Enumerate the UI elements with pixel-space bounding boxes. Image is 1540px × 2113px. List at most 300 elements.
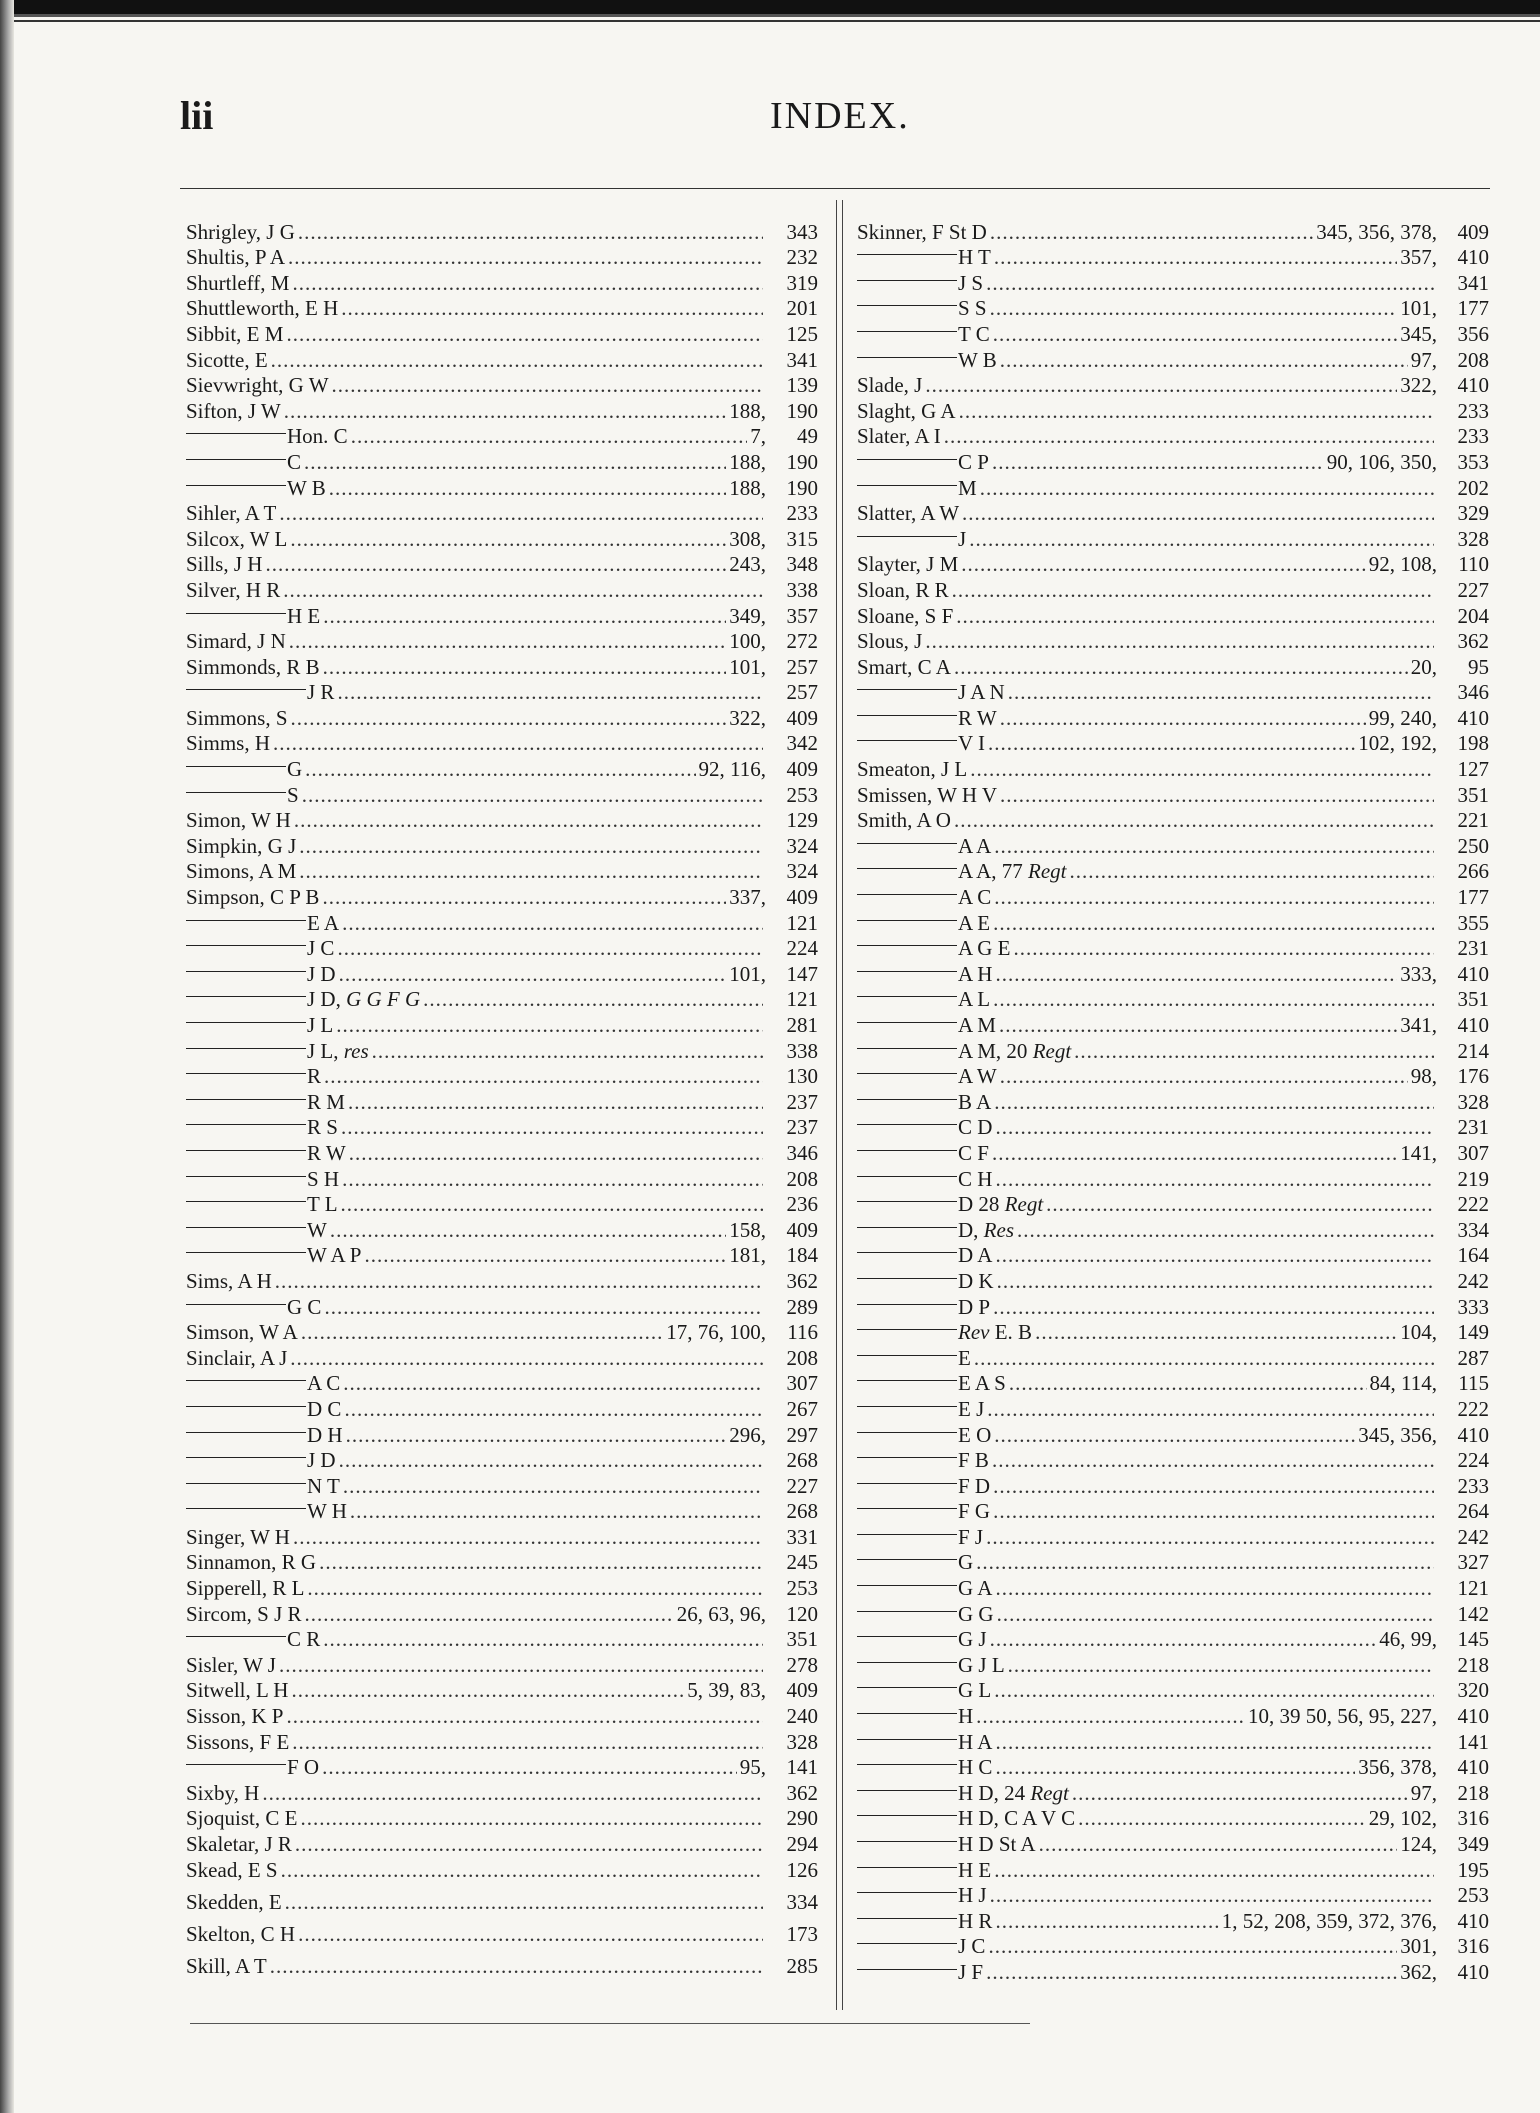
final-page-number: 250 xyxy=(1457,833,1489,858)
page-references: 20, xyxy=(1410,654,1437,679)
entry-name xyxy=(186,296,338,320)
initials-text: R M xyxy=(307,1089,345,1114)
final-page-number: 121 xyxy=(786,910,818,935)
leader-dots xyxy=(336,1013,763,1037)
page-references: 101, xyxy=(729,654,766,679)
italic-qualifier: Regt xyxy=(1004,1192,1044,1217)
initials-text: Hon. C xyxy=(287,424,348,449)
final-page-number: 272 xyxy=(786,629,818,654)
leader-dots xyxy=(944,424,1434,448)
leader-dots xyxy=(341,296,763,320)
entry-name xyxy=(857,578,949,602)
page-references: 333, xyxy=(1400,961,1437,986)
column-divider xyxy=(836,200,837,2010)
final-page-number: 348 xyxy=(786,552,818,577)
entry-name xyxy=(186,1806,297,1830)
index-entry xyxy=(857,1344,1489,1370)
entry-name xyxy=(857,1346,971,1370)
final-page-number: 362 xyxy=(1457,629,1489,654)
entry-name xyxy=(857,322,990,346)
leader-dots xyxy=(298,220,763,244)
page-references: 97, xyxy=(1410,1780,1437,1805)
leader-dots xyxy=(305,757,695,781)
ditto-dash xyxy=(857,1176,957,1177)
leader-dots xyxy=(980,476,1434,500)
entry-name xyxy=(186,1781,259,1805)
final-page-number: 177 xyxy=(1457,885,1489,910)
surname-text: Simms, H xyxy=(186,731,271,756)
entry-name xyxy=(186,552,262,576)
surname-text: Sills, J H xyxy=(186,552,263,577)
initials-text: E O xyxy=(958,1422,992,1447)
index-entry xyxy=(857,1754,1489,1780)
entry-name xyxy=(186,476,326,500)
ditto-dash xyxy=(186,1150,306,1151)
page-references: 181, xyxy=(729,1243,766,1268)
entry-name xyxy=(857,1013,996,1037)
index-entry xyxy=(857,1011,1489,1037)
entry-name xyxy=(857,399,956,423)
ditto-dash xyxy=(186,1252,306,1253)
surname-text: Smith, A O xyxy=(857,808,951,833)
index-entry xyxy=(857,986,1489,1012)
final-page-number: 219 xyxy=(1457,1166,1489,1191)
ditto-dash xyxy=(857,1150,957,1151)
final-page-number: 221 xyxy=(1457,808,1489,833)
ditto-dash xyxy=(857,459,957,460)
index-entry xyxy=(186,1728,818,1754)
index-entry xyxy=(857,1523,1489,1549)
page-references: 158, xyxy=(729,1217,766,1242)
page-references: 322, xyxy=(1400,373,1437,398)
surname-text: Sitwell, L H xyxy=(186,1678,289,1703)
initials-text: C F xyxy=(958,1140,989,1165)
index-entry xyxy=(186,295,818,321)
leader-dots xyxy=(341,1115,763,1139)
entry-name xyxy=(857,783,997,807)
initials-text: H C xyxy=(958,1755,993,1780)
final-page-number: 208 xyxy=(786,1166,818,1191)
index-entry xyxy=(186,244,818,270)
leader-dots xyxy=(954,655,1408,679)
page-references: 90, 106, 350, xyxy=(1326,449,1437,474)
leader-dots xyxy=(294,808,763,832)
ditto-dash xyxy=(857,1432,957,1433)
ditto-dash xyxy=(186,792,286,793)
entry-name xyxy=(186,1474,340,1498)
initials-text: S S xyxy=(958,296,987,321)
surname-text: Sixby, H xyxy=(186,1780,260,1805)
leader-dots xyxy=(304,450,726,474)
leader-dots xyxy=(323,1627,763,1651)
ditto-dash xyxy=(857,1559,957,1560)
index-entry xyxy=(857,1805,1489,1831)
leader-dots xyxy=(343,1371,763,1395)
ditto-dash xyxy=(857,1508,957,1509)
entry-name xyxy=(857,1550,973,1574)
initials-text: D K xyxy=(958,1268,994,1293)
entry-name xyxy=(186,987,420,1011)
entry-name xyxy=(186,348,268,372)
entry-name xyxy=(186,1922,295,1946)
final-page-number: 315 xyxy=(786,526,818,551)
entry-name xyxy=(857,1960,983,1984)
leader-dots xyxy=(323,655,727,679)
page-references: 26, 63, 96, xyxy=(676,1601,766,1626)
ditto-dash xyxy=(186,1457,306,1458)
final-page-number: 278 xyxy=(786,1652,818,1677)
index-entry xyxy=(857,653,1489,679)
index-entry xyxy=(186,474,818,500)
index-entry xyxy=(857,1882,1489,1908)
index-entry xyxy=(186,1395,818,1421)
final-page-number: 202 xyxy=(1457,475,1489,500)
initials-text: J C xyxy=(958,1934,986,1959)
initials-text: W B xyxy=(287,475,326,500)
leader-dots xyxy=(990,296,1398,320)
ditto-dash xyxy=(857,1713,957,1714)
ditto-dash xyxy=(857,1380,957,1381)
leader-dots xyxy=(1000,348,1408,372)
final-page-number: 195 xyxy=(1457,1857,1489,1882)
final-page-number: 204 xyxy=(1457,603,1489,628)
entry-name xyxy=(857,1371,1006,1395)
leader-dots xyxy=(329,476,727,500)
index-entry xyxy=(186,1242,818,1268)
entry-name xyxy=(857,859,1067,883)
entry-name xyxy=(857,1576,992,1600)
final-page-number: 410 xyxy=(1457,1422,1489,1447)
entry-name xyxy=(857,1295,990,1319)
ditto-dash xyxy=(857,1687,957,1688)
entry-name xyxy=(186,527,287,551)
initials-text: M xyxy=(958,475,977,500)
surname-text: Simpson, C P B xyxy=(186,885,320,910)
entry-name xyxy=(186,1653,276,1677)
index-entry xyxy=(186,935,818,961)
entry-name xyxy=(186,1832,292,1856)
ditto-dash xyxy=(857,1099,957,1100)
final-page-number: 224 xyxy=(1457,1448,1489,1473)
bottom-rule xyxy=(190,2023,1030,2024)
entry-name xyxy=(186,450,301,474)
entry-name xyxy=(857,936,1011,960)
leader-dots xyxy=(976,1550,1434,1574)
surname-text: Slatter, A W xyxy=(857,501,960,526)
index-entry xyxy=(186,576,818,602)
leader-dots xyxy=(364,1243,726,1267)
ditto-dash xyxy=(857,1841,957,1842)
entry-name xyxy=(186,936,334,960)
entry-name xyxy=(857,450,989,474)
initials-text: A M xyxy=(958,1013,996,1037)
surname-text: Sievwright, G W xyxy=(186,373,329,398)
leader-dots xyxy=(925,629,1434,653)
index-entry xyxy=(186,1063,818,1089)
index-entry xyxy=(186,679,818,705)
ditto-dash xyxy=(857,945,957,946)
leader-dots xyxy=(290,527,726,551)
ditto-dash xyxy=(857,1124,957,1125)
surname-text: Smeaton, J L xyxy=(857,757,968,782)
leader-dots xyxy=(319,1550,763,1574)
leader-dots xyxy=(339,1448,763,1472)
index-entry xyxy=(857,1856,1489,1882)
leader-dots xyxy=(339,962,727,986)
final-page-number: 208 xyxy=(1457,347,1489,372)
surname-text: Skaletar, J R xyxy=(186,1832,292,1856)
index-entry xyxy=(857,602,1489,628)
initials-text: W A P xyxy=(307,1243,362,1268)
leader-dots xyxy=(1000,706,1366,730)
leader-dots xyxy=(986,1960,1397,1984)
leader-dots xyxy=(962,501,1434,525)
index-entry xyxy=(857,1626,1489,1652)
leader-dots xyxy=(1008,680,1434,704)
final-page-number: 222 xyxy=(1457,1396,1489,1421)
initials-text: J L xyxy=(307,1013,334,1037)
index-entry xyxy=(186,1088,818,1114)
entry-name xyxy=(857,911,990,935)
final-page-number: 281 xyxy=(786,1013,818,1037)
index-entry xyxy=(186,730,818,756)
surname-text: Simmons, S xyxy=(186,705,288,730)
index-entry xyxy=(857,1651,1489,1677)
leader-dots xyxy=(348,1090,763,1114)
entry-name xyxy=(186,1192,338,1216)
surname-text: Sinclair, A J xyxy=(186,1345,288,1370)
surname-text: Simmonds, R B xyxy=(186,654,320,679)
leader-dots xyxy=(423,987,763,1011)
entry-name xyxy=(186,1167,339,1191)
initials-text: F G xyxy=(958,1499,991,1524)
ditto-dash xyxy=(857,1867,957,1868)
entry-name xyxy=(857,680,1005,704)
entry-name xyxy=(857,1602,994,1626)
initials-text: J xyxy=(958,526,967,551)
surname-text: Silcox, W L xyxy=(186,526,288,551)
entry-name xyxy=(186,1858,278,1882)
initials-text: G J xyxy=(958,1627,987,1652)
initials-text: H D, 24 xyxy=(958,1780,1031,1805)
ditto-dash xyxy=(857,689,957,690)
leader-dots xyxy=(265,552,726,576)
entry-name xyxy=(186,1090,345,1114)
leader-dots xyxy=(993,987,1434,1011)
entry-name xyxy=(186,1346,287,1370)
index-entry xyxy=(857,244,1489,270)
surname-text: Sloane, S F xyxy=(857,603,954,628)
leader-dots xyxy=(995,1576,1434,1600)
entry-name xyxy=(857,655,951,679)
leader-dots xyxy=(286,1704,763,1728)
surname-text: Slade, J xyxy=(857,373,923,398)
final-page-number: 343 xyxy=(786,219,818,244)
entry-name xyxy=(857,220,987,244)
surname-text: Simson, W A xyxy=(186,1320,298,1345)
initials-text: E A xyxy=(307,910,340,935)
entry-name xyxy=(186,859,296,883)
surname-text: Shuttleworth, E H xyxy=(186,296,339,321)
leader-dots xyxy=(976,1704,1245,1728)
page-binding-edge xyxy=(0,0,14,2113)
final-page-number: 294 xyxy=(786,1832,818,1856)
entry-name xyxy=(857,1269,994,1293)
ditto-dash xyxy=(857,1227,957,1228)
page-references: 102, 192, xyxy=(1358,731,1437,756)
leader-dots xyxy=(271,348,763,372)
ditto-dash xyxy=(857,254,957,255)
initials-text: N T xyxy=(307,1473,340,1498)
index-entry xyxy=(186,1319,818,1345)
final-page-number: 190 xyxy=(786,398,818,423)
index-entry xyxy=(857,423,1489,449)
entry-name xyxy=(186,1218,327,1242)
final-page-number: 316 xyxy=(1457,1934,1489,1959)
page-references: 308, xyxy=(729,526,766,551)
initials-text: C P xyxy=(958,449,989,474)
index-entry xyxy=(857,704,1489,730)
surname-text: Smissen, W H V xyxy=(857,782,998,807)
final-page-number: 316 xyxy=(1457,1806,1489,1831)
ditto-dash xyxy=(857,1636,957,1637)
leader-dots xyxy=(330,1218,726,1242)
initials-text: H E xyxy=(958,1857,992,1882)
leader-dots xyxy=(372,1039,763,1063)
initials-text: G A xyxy=(958,1576,993,1601)
final-page-number: 95 xyxy=(1468,654,1489,679)
index-entry xyxy=(857,781,1489,807)
leader-dots xyxy=(970,757,1434,781)
entry-name xyxy=(186,245,285,269)
index-entry xyxy=(186,1344,818,1370)
final-page-number: 125 xyxy=(786,321,818,346)
leader-dots xyxy=(290,1346,763,1370)
leader-dots xyxy=(994,1090,1434,1114)
final-page-number: 351 xyxy=(1457,987,1489,1012)
initials-text: R S xyxy=(307,1115,338,1140)
leader-dots xyxy=(995,1167,1434,1191)
ditto-dash xyxy=(857,715,957,716)
leader-dots xyxy=(285,1890,763,1914)
initials-text: S H xyxy=(307,1166,340,1191)
column-divider xyxy=(842,200,843,2010)
ditto-dash xyxy=(857,357,957,358)
index-entry xyxy=(186,1472,818,1498)
index-entry xyxy=(186,1139,818,1165)
leader-dots xyxy=(288,245,763,269)
final-page-number: 409 xyxy=(786,705,818,730)
final-page-number: 307 xyxy=(786,1371,818,1396)
entry-name xyxy=(857,1781,1069,1805)
final-page-number: 222 xyxy=(1457,1192,1489,1217)
index-entry xyxy=(857,730,1489,756)
final-page-number: 139 xyxy=(786,373,818,398)
final-page-number: 236 xyxy=(786,1192,818,1217)
leader-dots xyxy=(279,501,763,525)
leader-dots xyxy=(995,1909,1218,1933)
initials-text: F B xyxy=(958,1448,989,1473)
initials-text: W xyxy=(307,1217,327,1242)
final-page-number: 224 xyxy=(786,936,818,961)
final-page-number: 338 xyxy=(786,1038,818,1063)
page-references: 104, xyxy=(1400,1320,1437,1345)
index-entry xyxy=(186,960,818,986)
leader-dots xyxy=(322,1755,737,1779)
leader-dots xyxy=(997,1269,1434,1293)
final-page-number: 290 xyxy=(786,1806,818,1831)
final-page-number: 218 xyxy=(1457,1780,1489,1805)
italic-qualifier: Rev xyxy=(958,1320,990,1345)
ditto-dash xyxy=(186,1201,306,1202)
leader-dots xyxy=(995,1115,1434,1139)
final-page-number: 319 xyxy=(786,270,818,295)
ditto-dash xyxy=(857,894,957,895)
initials-text: J D, xyxy=(307,987,347,1012)
ditto-dash xyxy=(857,1483,957,1484)
final-page-number: 227 xyxy=(1457,577,1489,602)
entry-name xyxy=(186,1397,341,1421)
leader-dots xyxy=(1008,1653,1434,1677)
final-page-number: 410 xyxy=(1457,1908,1489,1933)
index-entry xyxy=(857,551,1489,577)
final-page-number: 147 xyxy=(786,961,818,986)
index-entry xyxy=(186,397,818,423)
leader-dots xyxy=(987,1397,1434,1421)
final-page-number: 410 xyxy=(1457,1755,1489,1780)
surname-text: Simard, J N xyxy=(186,629,286,654)
final-page-number: 129 xyxy=(786,808,818,833)
entry-name xyxy=(857,271,983,295)
entry-name xyxy=(857,527,966,551)
leader-dots xyxy=(332,373,763,397)
final-page-number: 328 xyxy=(1457,1089,1489,1114)
final-page-number: 110 xyxy=(1458,552,1489,577)
leader-dots xyxy=(342,1167,763,1191)
index-entry xyxy=(186,1914,818,1946)
ditto-dash xyxy=(186,1304,286,1305)
leader-dots xyxy=(292,1730,763,1754)
final-page-number: 49 xyxy=(797,424,818,449)
leader-dots xyxy=(954,808,1434,832)
final-page-number: 410 xyxy=(1457,705,1489,730)
page-references: 296, xyxy=(729,1422,766,1447)
leader-dots xyxy=(324,1295,763,1319)
final-page-number: 257 xyxy=(786,654,818,679)
final-page-number: 297 xyxy=(786,1422,818,1447)
initials-text: A C xyxy=(307,1371,341,1396)
final-page-number: 351 xyxy=(786,1627,818,1652)
final-page-number: 233 xyxy=(1457,398,1489,423)
entry-name xyxy=(186,783,299,807)
final-page-number: 409 xyxy=(786,1217,818,1242)
final-page-number: 324 xyxy=(786,833,818,858)
leader-dots xyxy=(299,859,763,883)
leader-dots xyxy=(275,1269,763,1293)
page-references: 98, xyxy=(1410,1064,1437,1089)
leader-dots xyxy=(270,1954,763,1978)
leader-dots xyxy=(995,1730,1434,1754)
surname-text: Slayter, J M xyxy=(857,552,959,577)
ditto-dash xyxy=(186,433,286,434)
ditto-dash xyxy=(857,1252,957,1253)
final-page-number: 149 xyxy=(1457,1320,1489,1345)
index-entry xyxy=(857,1267,1489,1293)
initials-text: A L xyxy=(958,987,991,1012)
page-references: 17, 76, 100, xyxy=(666,1320,766,1345)
initials-text: J D xyxy=(307,961,336,986)
final-page-number: 334 xyxy=(1457,1217,1489,1242)
